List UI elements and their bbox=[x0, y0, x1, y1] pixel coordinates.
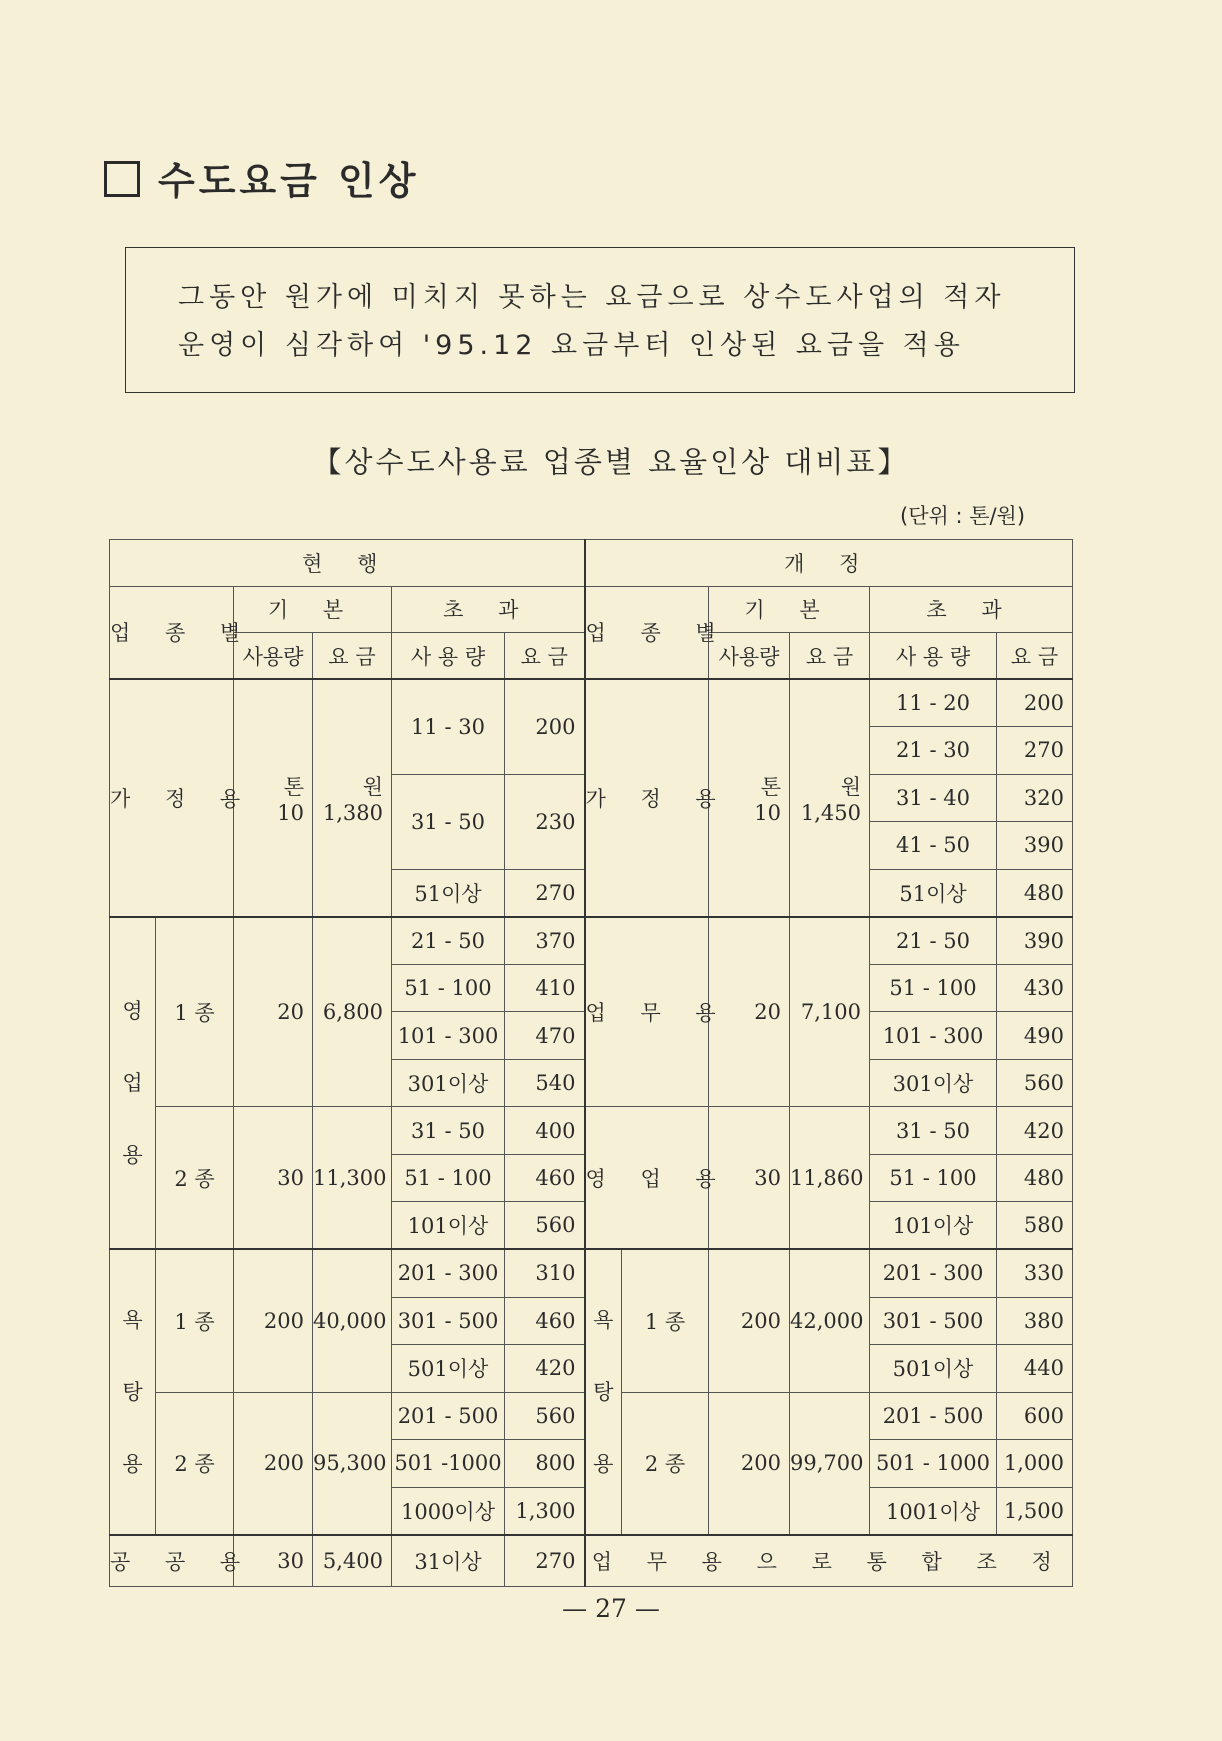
tier-range: 301이상 bbox=[392, 1059, 505, 1107]
header-basic-revised: 기 본 bbox=[709, 586, 870, 633]
header-current: 현 행 bbox=[110, 540, 585, 587]
header-excess-usage-revised: 사 용 량 bbox=[870, 633, 997, 680]
tier-fee: 1,300 bbox=[505, 1487, 585, 1535]
business1-base-usage-current: 20 bbox=[234, 917, 313, 1107]
tier-range: 1000이상 bbox=[392, 1487, 505, 1535]
rate-comparison-table bbox=[109, 539, 1073, 1587]
tier-range: 101이상 bbox=[870, 1202, 997, 1250]
tier-range: 501 - 1000 bbox=[870, 1440, 997, 1488]
tier-fee: 270 bbox=[505, 869, 585, 917]
summary-line-2: 운영이 심각하여 '95.12 요금부터 인상된 요금을 적용 bbox=[178, 330, 965, 361]
bath1-base-usage-revised: 200 bbox=[709, 1249, 790, 1392]
tier-fee: 330 bbox=[997, 1249, 1073, 1297]
tier-range: 201 - 500 bbox=[392, 1392, 505, 1440]
tier-fee: 1,500 bbox=[997, 1487, 1073, 1535]
bath1-base-fee-current: 40,000 bbox=[313, 1249, 392, 1392]
household-base-usage-current: 톤 10 bbox=[234, 679, 313, 917]
tier-fee: 320 bbox=[997, 774, 1073, 822]
household-label-revised: 가 정 용 bbox=[585, 679, 709, 917]
tier-range: 31이상 bbox=[392, 1535, 505, 1587]
tier-fee: 200 bbox=[505, 679, 585, 774]
tier-fee: 480 bbox=[997, 1154, 1073, 1202]
business-group-label: 영 업 용 bbox=[110, 917, 156, 1250]
household-base-usage-revised: 톤 10 bbox=[709, 679, 790, 917]
header-category-current: 업 종 별 bbox=[110, 586, 234, 679]
tier-fee: 490 bbox=[997, 1012, 1073, 1060]
tier-range: 51 - 100 bbox=[870, 1154, 997, 1202]
header-base-usage-revised: 사용량 bbox=[709, 633, 790, 680]
business2-label-revised: 영 업 용 bbox=[585, 1107, 709, 1250]
business2-base-fee-current: 11,300 bbox=[313, 1107, 392, 1250]
business1-base-usage-revised: 20 bbox=[709, 917, 790, 1107]
header-excess-fee-revised: 요 금 bbox=[997, 633, 1073, 680]
public-merged-note: 업 무 용 으 로 통 합 조 정 bbox=[585, 1535, 1073, 1587]
tier-range: 21 - 30 bbox=[870, 727, 997, 775]
header-base-fee-current: 요 금 bbox=[313, 633, 392, 680]
tier-fee: 560 bbox=[997, 1059, 1073, 1107]
summary-box bbox=[125, 247, 1075, 393]
tier-range: 201 - 500 bbox=[870, 1392, 997, 1440]
tier-range: 31 - 50 bbox=[392, 1107, 505, 1155]
tier-range: 301이상 bbox=[870, 1059, 997, 1107]
tier-fee: 410 bbox=[505, 964, 585, 1012]
tier-range: 301 - 500 bbox=[392, 1297, 505, 1345]
business2-base-usage-current: 30 bbox=[234, 1107, 313, 1250]
tier-fee: 420 bbox=[505, 1345, 585, 1393]
tier-range: 101 - 300 bbox=[392, 1012, 505, 1060]
tier-range: 1001이상 bbox=[870, 1487, 997, 1535]
bath-group-label-revised: 욕 탕 용 bbox=[585, 1249, 622, 1534]
tier-range: 51이상 bbox=[870, 869, 997, 917]
tier-range: 51이상 bbox=[392, 869, 505, 917]
business1-base-fee-revised: 7,100 bbox=[790, 917, 870, 1107]
tier-range: 501 -1000 bbox=[392, 1440, 505, 1488]
tier-fee: 270 bbox=[997, 727, 1073, 775]
unit-label: (단위 : 톤/원) bbox=[900, 504, 1026, 528]
header-base-fee-revised: 요 금 bbox=[790, 633, 870, 680]
household-base-fee-current: 원 1,380 bbox=[313, 679, 392, 917]
tier-fee: 390 bbox=[997, 822, 1073, 870]
tier-range: 101이상 bbox=[392, 1202, 505, 1250]
table-title: 【상수도사용료 업종별 요율인상 대비표】 bbox=[312, 445, 910, 479]
tier-range: 31 - 50 bbox=[870, 1107, 997, 1155]
tier-range: 11 - 20 bbox=[870, 679, 997, 727]
tier-fee: 380 bbox=[997, 1297, 1073, 1345]
tier-fee: 400 bbox=[505, 1107, 585, 1155]
household-base-fee-revised: 원 1,450 bbox=[790, 679, 870, 917]
business1-label-revised: 업 무 용 bbox=[585, 917, 709, 1107]
tier-range: 21 - 50 bbox=[870, 917, 997, 965]
tier-fee: 540 bbox=[505, 1059, 585, 1107]
tier-range: 501이상 bbox=[870, 1345, 997, 1393]
tier-fee: 440 bbox=[997, 1345, 1073, 1393]
tier-fee: 310 bbox=[505, 1249, 585, 1297]
public-base-fee-current: 5,400 bbox=[313, 1535, 392, 1587]
tier-fee: 560 bbox=[505, 1392, 585, 1440]
business2-base-fee-revised: 11,860 bbox=[790, 1107, 870, 1250]
page-number: — 27 — bbox=[562, 1594, 660, 1623]
tier-fee: 1,000 bbox=[997, 1440, 1073, 1488]
business1-base-fee-current: 6,800 bbox=[313, 917, 392, 1107]
tier-range: 51 - 100 bbox=[392, 964, 505, 1012]
tier-range: 21 - 50 bbox=[392, 917, 505, 965]
tier-fee: 430 bbox=[997, 964, 1073, 1012]
tier-range: 31 - 40 bbox=[870, 774, 997, 822]
header-excess-revised: 초 과 bbox=[870, 586, 1073, 633]
tier-range: 501이상 bbox=[392, 1345, 505, 1393]
public-base-usage-current: 30 bbox=[234, 1535, 313, 1587]
header-revised: 개 정 bbox=[585, 540, 1073, 587]
bath1-label-current: 1 종 bbox=[156, 1249, 234, 1392]
tier-fee: 470 bbox=[505, 1012, 585, 1060]
bath2-base-fee-current: 95,300 bbox=[313, 1392, 392, 1535]
tier-fee: 460 bbox=[505, 1154, 585, 1202]
public-label-current: 공 공 용 bbox=[110, 1535, 234, 1587]
tier-fee: 560 bbox=[505, 1202, 585, 1250]
bath2-base-usage-current: 200 bbox=[234, 1392, 313, 1535]
tier-fee: 230 bbox=[505, 774, 585, 869]
bath1-label-revised: 1 종 bbox=[622, 1249, 709, 1392]
bath1-base-fee-revised: 42,000 bbox=[790, 1249, 870, 1392]
header-excess-usage-current: 사 용 량 bbox=[392, 633, 505, 680]
business2-base-usage-revised: 30 bbox=[709, 1107, 790, 1250]
bath2-base-fee-revised: 99,700 bbox=[790, 1392, 870, 1535]
tier-range: 31 - 50 bbox=[392, 774, 505, 869]
bath-group-label-current: 욕 탕 용 bbox=[110, 1249, 156, 1534]
section-title bbox=[104, 150, 419, 205]
bath2-base-usage-revised: 200 bbox=[709, 1392, 790, 1535]
tier-fee: 390 bbox=[997, 917, 1073, 965]
tier-fee: 460 bbox=[505, 1297, 585, 1345]
tier-range: 101 - 300 bbox=[870, 1012, 997, 1060]
household-label-current: 가 정 용 bbox=[110, 679, 234, 917]
summary-line-1: 그동안 원가에 미치지 못하는 요금으로 상수도사업의 적자 bbox=[178, 282, 1006, 313]
tier-fee: 800 bbox=[505, 1440, 585, 1488]
tier-range: 11 - 30 bbox=[392, 679, 505, 774]
header-base-usage-current: 사용량 bbox=[234, 633, 313, 680]
tier-range: 41 - 50 bbox=[870, 822, 997, 870]
business1-label-current: 1 종 bbox=[156, 917, 234, 1107]
tier-fee: 600 bbox=[997, 1392, 1073, 1440]
business2-label-current: 2 종 bbox=[156, 1107, 234, 1250]
header-excess-fee-current: 요 금 bbox=[505, 633, 585, 680]
header-category-revised: 업 종 별 bbox=[585, 586, 709, 679]
tier-fee: 270 bbox=[505, 1535, 585, 1587]
tier-range: 301 - 500 bbox=[870, 1297, 997, 1345]
tier-fee: 370 bbox=[505, 917, 585, 965]
tier-range: 201 - 300 bbox=[870, 1249, 997, 1297]
header-excess-current: 초 과 bbox=[392, 586, 585, 633]
tier-fee: 480 bbox=[997, 869, 1073, 917]
bath2-label-current: 2 종 bbox=[156, 1392, 234, 1535]
tier-range: 201 - 300 bbox=[392, 1249, 505, 1297]
bath1-base-usage-current: 200 bbox=[234, 1249, 313, 1392]
tier-fee: 580 bbox=[997, 1202, 1073, 1250]
tier-fee: 420 bbox=[997, 1107, 1073, 1155]
bath2-label-revised: 2 종 bbox=[622, 1392, 709, 1535]
section-title-text: 수도요금 인상 bbox=[158, 159, 420, 203]
checkbox-square-icon bbox=[104, 161, 140, 197]
header-basic-current: 기 본 bbox=[234, 586, 392, 633]
tier-range: 51 - 100 bbox=[392, 1154, 505, 1202]
tier-fee: 200 bbox=[997, 679, 1073, 727]
tier-range: 51 - 100 bbox=[870, 964, 997, 1012]
